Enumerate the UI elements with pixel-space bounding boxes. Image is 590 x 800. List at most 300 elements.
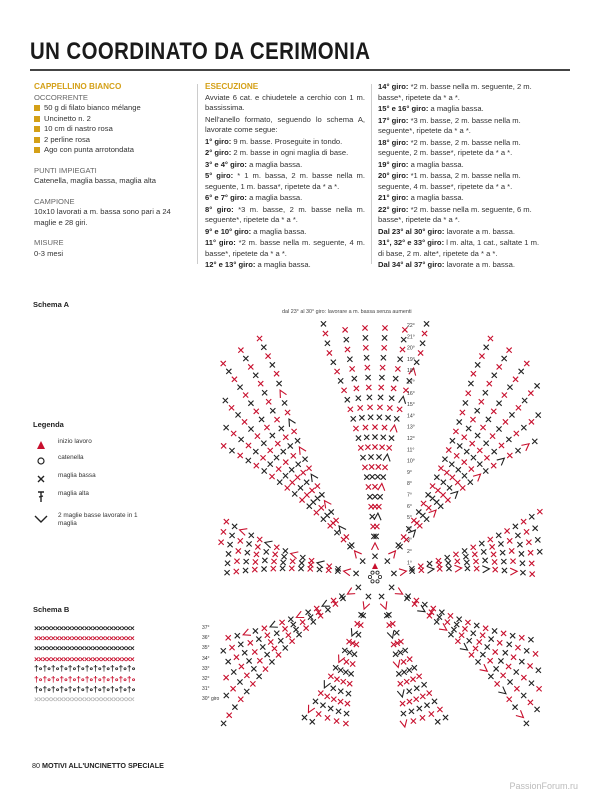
stitch-mark	[381, 435, 386, 440]
stitch-mark	[224, 570, 229, 575]
section-heading-cappellino: CAPPELLINO BIANCO	[34, 82, 122, 91]
stitch-mark	[343, 721, 348, 726]
round-number-label: 13°	[407, 424, 415, 431]
stitch-mark	[497, 640, 502, 645]
stitch-mark	[424, 321, 429, 326]
stitch-mark	[286, 633, 291, 638]
increase-mark	[450, 491, 457, 498]
schema-b-label: Schema B	[33, 605, 70, 614]
stitch-mark	[529, 419, 534, 424]
stitch-mark	[372, 494, 377, 499]
stitch-mark	[302, 715, 307, 720]
stitch-mark	[500, 550, 505, 555]
stitch-mark	[253, 628, 258, 633]
stitch-mark	[483, 468, 488, 473]
stitch-mark	[219, 540, 224, 545]
stitch-mark	[496, 533, 501, 538]
stitch-mark	[496, 401, 501, 406]
stitch-mark	[331, 697, 336, 702]
stitch-mark	[460, 410, 465, 415]
stitch-mark	[221, 721, 226, 726]
increase-mark	[291, 552, 299, 559]
stitch-mark	[441, 480, 446, 485]
section-heading-esecuzione: ESECUZIONE	[205, 82, 259, 91]
stitch-mark	[532, 439, 537, 444]
stitch-mark	[269, 659, 274, 664]
stitch-mark	[372, 434, 377, 439]
increase-mark	[454, 565, 461, 572]
stitch-mark	[426, 492, 431, 497]
round-number-label: 12°	[407, 436, 415, 442]
stitch-mark	[455, 639, 460, 644]
stitch-mark	[465, 620, 470, 625]
increase-mark	[400, 719, 407, 727]
stitch-mark	[481, 549, 486, 554]
increase-mark	[270, 621, 278, 627]
stitch-mark	[488, 336, 493, 341]
title-rule	[30, 69, 570, 71]
round-text: l m. alta, 1 cat., saltate 1 m. di base, 2 m. alte*, ripetete da * a *.	[378, 238, 540, 258]
stitch-mark	[221, 529, 226, 534]
round-label: Dal 23° al 30° giro:	[378, 226, 445, 236]
round-text: a maglia bassa.	[408, 193, 464, 202]
stitch-mark	[268, 639, 273, 644]
stitch-mark	[351, 416, 356, 421]
stitch-mark	[325, 607, 330, 612]
stitch-mark	[393, 652, 398, 657]
stitch-mark	[463, 400, 468, 405]
stitch-mark	[502, 356, 507, 361]
stitch-mark	[367, 494, 372, 499]
stitch-mark	[414, 360, 419, 365]
stitch-mark	[366, 385, 371, 390]
stitch-mark	[467, 638, 472, 643]
stitch-mark	[290, 559, 295, 564]
stitch-mark	[453, 552, 458, 557]
stitch-mark	[234, 559, 239, 564]
stitch-mark	[491, 463, 496, 468]
schema-b-stitches: ××××××××××××××××××××××××	[34, 633, 134, 644]
stitch-mark	[501, 673, 506, 678]
stitch-mark	[473, 559, 478, 564]
stitch-mark	[293, 627, 298, 632]
increase-mark	[317, 561, 325, 568]
stitch-mark	[290, 480, 295, 485]
instruction-row	[205, 171, 365, 192]
round-number-label: 16°	[407, 390, 415, 397]
stitch-mark	[224, 693, 229, 698]
increase-mark	[380, 601, 387, 609]
stitch-mark	[234, 569, 239, 574]
stitch-mark	[320, 703, 325, 708]
occorrente-item	[34, 124, 192, 135]
stitch-mark	[360, 559, 365, 564]
stitch-mark	[315, 496, 320, 501]
increase-mark	[393, 660, 400, 668]
stitch-mark	[470, 441, 475, 446]
stitch-mark	[364, 475, 369, 480]
stitch-mark	[260, 644, 265, 649]
stitch-mark	[295, 438, 300, 443]
chain-mark	[376, 571, 379, 574]
stitch-mark	[489, 636, 494, 641]
stitch-mark	[479, 399, 484, 404]
stitch-mark	[235, 633, 240, 638]
stitch-mark	[442, 457, 447, 462]
stitch-mark	[477, 462, 482, 467]
stitch-mark	[378, 494, 383, 499]
stitch-mark	[253, 449, 258, 454]
stitch-mark	[368, 415, 373, 420]
legend-label: catenella	[58, 454, 84, 461]
stitch-mark	[370, 514, 375, 519]
stitch-mark	[290, 639, 295, 644]
stitch-mark	[446, 447, 451, 452]
stitch-mark	[488, 674, 493, 679]
stitch-mark	[492, 449, 497, 454]
stitch-mark	[229, 448, 234, 453]
stitch-mark	[536, 413, 541, 418]
stitch-mark	[524, 648, 529, 653]
stitch-mark	[370, 474, 375, 479]
schema-b-row	[34, 643, 219, 653]
stitch-mark	[281, 560, 286, 565]
increase-mark	[397, 689, 404, 697]
stitch-mark	[368, 454, 373, 459]
stitch-mark	[534, 707, 539, 712]
stitch-mark	[261, 566, 266, 571]
stitch-mark	[316, 711, 321, 716]
stitch-mark	[479, 541, 484, 546]
stitch-mark	[353, 426, 358, 431]
stitch-mark	[348, 407, 353, 412]
stitch-mark	[279, 426, 284, 431]
instruction-row	[378, 171, 546, 192]
stitch-mark	[341, 679, 346, 684]
stitch-mark	[257, 658, 262, 663]
stitch-mark	[389, 436, 394, 441]
increase-mark	[399, 396, 406, 403]
round-number-label: 15°	[407, 402, 415, 409]
stitch-mark	[382, 345, 387, 350]
stitch-mark	[426, 505, 431, 510]
stitch-mark	[264, 549, 269, 554]
stitch-mark	[300, 620, 305, 625]
stitch-mark	[334, 369, 339, 374]
stitch-mark	[362, 465, 367, 470]
instruction-row	[378, 205, 546, 226]
stitch-mark	[395, 366, 400, 371]
stitch-mark	[498, 658, 503, 663]
stitch-mark	[503, 419, 508, 424]
legend-label: inizio lavoro	[58, 438, 92, 445]
legend-item	[34, 472, 96, 486]
stitch-mark	[493, 567, 498, 572]
stitch-mark	[515, 533, 520, 538]
increase-mark	[363, 601, 370, 609]
schema-b-row	[34, 664, 219, 674]
stitch-mark	[268, 448, 273, 453]
stitch-mark	[266, 399, 271, 404]
stitch-mark	[528, 550, 533, 555]
stitch-mark	[238, 538, 243, 543]
schema-b-stitches: ××××××××××××××××××××××××	[34, 694, 134, 705]
stitch-mark	[265, 633, 270, 638]
increase-mark	[388, 551, 395, 559]
stitch-mark	[520, 561, 525, 566]
stitch-mark	[507, 453, 512, 458]
stitch-mark	[298, 485, 303, 490]
stitch-mark	[457, 419, 462, 424]
stitch-mark	[358, 405, 363, 410]
stitch-mark	[534, 383, 539, 388]
stitch-mark	[276, 466, 281, 471]
stitch-mark	[469, 652, 474, 657]
stitch-mark	[382, 425, 387, 430]
intro-text-2: Nell'anello formato, seguendo lo schema A, lavorate come segue:	[205, 114, 365, 134]
round-number-label: 1°	[407, 560, 412, 567]
stitch-mark	[362, 325, 367, 330]
increase-mark	[521, 444, 529, 451]
stitch-mark	[288, 443, 293, 448]
schema-b-row-label: 31°	[202, 686, 210, 693]
stitch-mark	[328, 706, 333, 711]
stitch-mark	[369, 464, 374, 469]
stitch-mark	[299, 497, 304, 502]
increase-mark	[339, 655, 345, 663]
intro-text: Avviate 6 cat. e chiudetele a cerchio con 1 m. bassissima.	[205, 92, 365, 112]
stitch-mark	[443, 715, 448, 720]
stitch-mark	[377, 415, 382, 420]
stitch-mark	[462, 548, 467, 553]
stitch-mark	[517, 542, 522, 547]
misure-text: 0-3 mesi	[34, 248, 64, 258]
stitch-mark	[329, 509, 334, 514]
schema-b-row-label: 34°	[202, 655, 210, 662]
schema-b-stitches: †∘†∘†∘†∘†∘†∘†∘†∘†∘†∘†∘†∘	[34, 663, 136, 674]
schema-a-note: dal 23° al 30° giro: lavorare a m. bassa senza aumenti	[282, 309, 412, 315]
stitch-mark	[356, 632, 361, 637]
stitch-mark	[243, 356, 248, 361]
stitch-mark	[343, 670, 348, 675]
stitch-mark	[221, 361, 226, 366]
stitch-mark	[537, 549, 542, 554]
stitch-mark	[306, 466, 311, 471]
stitch-mark	[227, 542, 232, 547]
instruction-row	[378, 238, 546, 259]
increase-mark	[387, 630, 394, 638]
round-label: 12° e 13° giro:	[205, 260, 256, 269]
stitch-mark	[319, 492, 324, 497]
stitch-mark	[421, 501, 426, 506]
stitch-mark	[499, 443, 504, 448]
stitch-mark	[434, 475, 439, 480]
stitch-mark	[397, 544, 402, 549]
stitch-mark	[224, 425, 229, 430]
stitch-mark	[333, 665, 338, 670]
stitch-mark	[487, 381, 492, 386]
stitch-mark	[382, 325, 387, 330]
round-text: 2 m. basse in ogni maglia di base.	[231, 148, 349, 157]
stitch-mark	[438, 504, 443, 509]
increase-mark	[265, 541, 273, 548]
stitch-mark	[404, 679, 409, 684]
stitch-mark	[234, 655, 239, 660]
stitch-mark	[453, 429, 458, 434]
increase-mark	[460, 643, 468, 650]
stitch-mark	[462, 460, 467, 465]
stitch-mark	[385, 415, 390, 420]
stitch-mark	[242, 419, 247, 424]
schema-b-row-label: 36°	[202, 635, 210, 642]
stitch-mark	[450, 438, 455, 443]
stitch-mark	[255, 434, 260, 439]
stitch-mark	[347, 650, 352, 655]
stitch-mark	[483, 626, 488, 631]
stitch-mark	[365, 365, 370, 370]
increase-mark	[390, 425, 397, 432]
round-label: 20° giro:	[378, 171, 409, 180]
bullet-square-icon	[34, 147, 40, 153]
stitch-mark	[506, 437, 511, 442]
stitch-mark	[380, 365, 385, 370]
stitch-mark	[372, 444, 377, 449]
stitch-mark	[492, 373, 497, 378]
stitch-mark	[269, 474, 274, 479]
stitch-mark	[283, 548, 288, 553]
legend-item	[34, 490, 89, 504]
stitch-mark	[475, 659, 480, 664]
stitch-mark	[363, 425, 368, 430]
stitch-mark	[398, 357, 403, 362]
stitch-mark	[391, 386, 396, 391]
stitch-mark	[485, 644, 490, 649]
occorrente-item	[34, 103, 192, 114]
stitch-mark	[420, 341, 425, 346]
stitch-mark	[530, 571, 535, 576]
stitch-mark	[243, 568, 248, 573]
stitch-mark	[376, 464, 381, 469]
stitch-mark	[462, 435, 467, 440]
stitch-mark	[506, 664, 511, 669]
stitch-mark	[419, 568, 424, 573]
stitch-mark	[221, 648, 226, 653]
stitch-mark	[424, 517, 429, 522]
stitch-mark	[472, 552, 477, 557]
stitch-mark	[285, 485, 290, 490]
round-text: *1 m. bassa, 2 m. basse nella m. seguente, 4 m. basse*, ripetete da * a *.	[378, 171, 521, 191]
stitch-mark	[248, 640, 253, 645]
stitch-mark	[528, 637, 533, 642]
stitch-mark	[446, 560, 451, 565]
stitch-mark	[457, 443, 462, 448]
stitch-mark	[437, 566, 442, 571]
schema-b-row	[34, 654, 219, 664]
stitch-mark	[238, 453, 243, 458]
stitch-mark	[257, 336, 262, 341]
stitch-mark	[237, 679, 242, 684]
round-label: 1° giro:	[205, 136, 232, 146]
instruction-row	[205, 238, 365, 259]
stitch-mark	[507, 538, 512, 543]
instruction-row	[205, 193, 365, 204]
stitch-mark	[256, 636, 261, 641]
stitch-mark	[271, 566, 276, 571]
stitch-mark	[327, 350, 332, 355]
round-text: a maglia bassa.	[428, 104, 484, 113]
stitch-mark	[274, 545, 279, 550]
increase-mark	[347, 588, 355, 595]
stitch-mark	[363, 345, 368, 350]
stitch-mark	[464, 449, 469, 454]
stitch-mark	[321, 321, 326, 326]
stitch-mark	[378, 395, 383, 400]
stitch-mark	[356, 585, 361, 590]
start-triangle-icon	[372, 563, 378, 569]
round-label: 5° giro:	[205, 171, 234, 180]
stitch-mark	[291, 429, 296, 434]
stitch-mark	[501, 559, 506, 564]
stitch-mark	[229, 533, 234, 538]
stitch-mark	[521, 693, 526, 698]
increase-mark	[427, 566, 434, 573]
schema-b-row-label: 33°	[202, 665, 210, 672]
round-text: *3 m. basse, 2 m. basse nella m. seguente*, ripetete da * a *.	[205, 204, 365, 224]
stitch-mark	[353, 571, 358, 576]
stitch-mark	[522, 398, 527, 403]
stitch-mark	[536, 668, 541, 673]
stitch-mark	[265, 354, 270, 359]
stitch-mark	[308, 615, 313, 620]
round-number-label: 18°	[407, 368, 415, 375]
stitch-mark	[468, 480, 473, 485]
stitch-mark	[304, 626, 309, 631]
stitch-mark	[471, 371, 476, 376]
stitch-mark	[246, 458, 251, 463]
legend-item	[34, 438, 92, 452]
round-number-label: 11°	[407, 447, 415, 454]
stitch-mark	[283, 473, 288, 478]
stitch-mark	[471, 545, 476, 550]
round-label: 19° giro:	[378, 159, 409, 169]
stitch-mark	[342, 648, 347, 653]
stitch-mark	[401, 337, 406, 342]
stitch-mark	[490, 544, 495, 549]
stitch-mark	[302, 457, 307, 462]
stitch-mark	[226, 659, 231, 664]
stitch-mark	[447, 485, 452, 490]
stitch-mark	[348, 671, 353, 676]
stitch-mark	[515, 448, 520, 453]
round-label: 14° giro:	[378, 82, 409, 91]
stitch-mark	[309, 488, 314, 493]
stitch-mark	[393, 376, 398, 381]
round-number-label: 21°	[407, 334, 415, 341]
schema-b-stitches: ××××××××××××××××××××××××	[34, 643, 134, 654]
schema-b-stitches: ××××××××××××××××××××××××	[34, 653, 134, 664]
stitch-mark	[338, 378, 343, 383]
instruction-row	[378, 116, 546, 137]
stitch-mark	[224, 675, 229, 680]
round-label: 18° giro:	[378, 137, 409, 147]
stitch-mark	[456, 467, 461, 472]
stitch-mark	[492, 628, 497, 633]
stitch-mark	[407, 657, 412, 662]
stitch-mark	[440, 492, 445, 497]
round-label: 22° giro:	[378, 204, 409, 214]
stitch-mark	[292, 491, 297, 496]
stitch-mark	[420, 694, 425, 699]
